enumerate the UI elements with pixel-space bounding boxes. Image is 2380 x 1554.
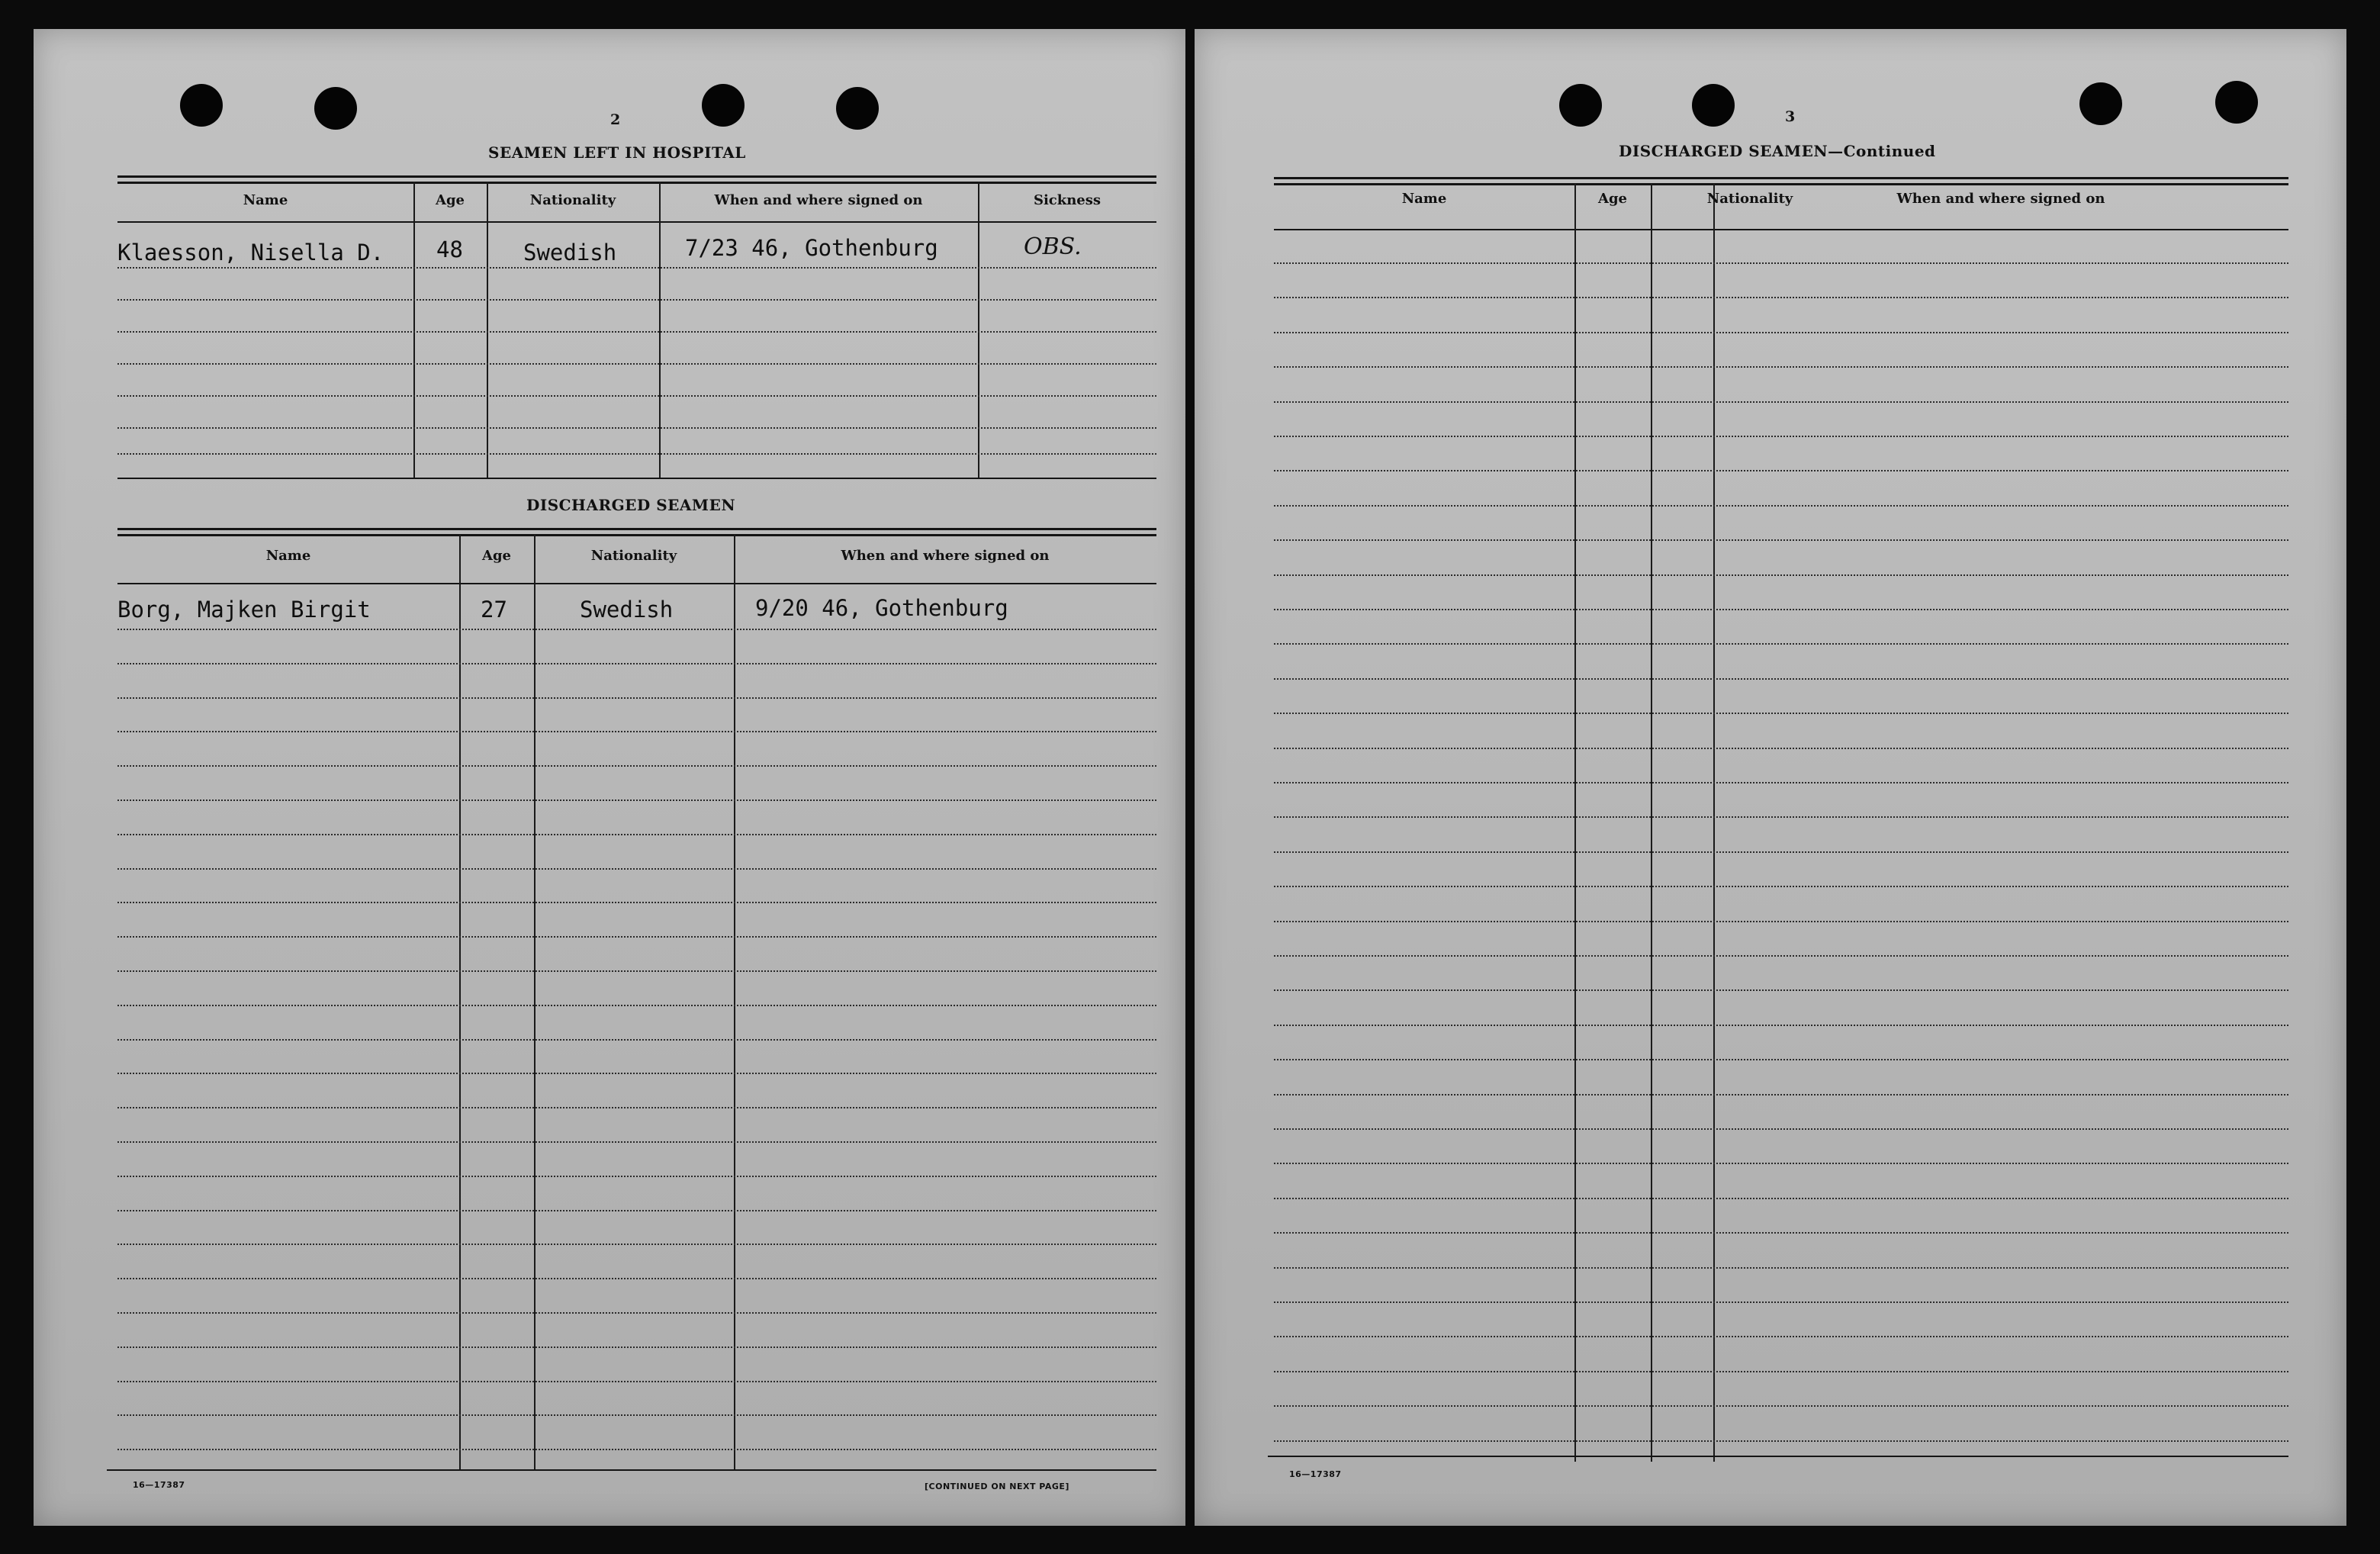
hospital-header-age: Age [435,192,465,208]
punch-hole [2079,82,2122,125]
form-line [117,629,1156,630]
form-line [1274,1301,2288,1303]
form-line [117,1312,1156,1314]
hospital-nationality: Swedish [523,240,617,265]
punch-hole [314,87,357,130]
form-line [1274,1371,2288,1372]
punch-hole [2215,81,2258,124]
form-line [117,902,1156,903]
form-line [1274,1440,2288,1442]
form-line [1274,401,2288,403]
form-line [1274,1025,2288,1026]
form-line [1274,1094,2288,1096]
form-line [117,1039,1156,1041]
form-line [1274,470,2288,471]
form-line [1274,816,2288,818]
form-line [1274,643,2288,645]
right-page [1195,29,2346,1526]
hospital-section-title: SEAMEN LEFT IN HOSPITAL [488,143,746,162]
form-line [1274,1267,2288,1269]
punch-hole [180,84,223,127]
hospital-header-sickness: Sickness [1033,192,1102,208]
form-line [117,868,1156,870]
hospital-age: 48 [436,236,463,262]
form-line [1274,1163,2288,1164]
form-line [1274,297,2288,298]
page-number: 3 [1785,108,1796,125]
form-line [1274,886,2288,887]
form-line [1274,851,2288,853]
form-line [1274,1128,2288,1130]
hospital-header-signed-on: When and where signed on [714,192,923,208]
form-line [1274,678,2288,680]
form-line [1274,955,2288,957]
form-line [117,1381,1156,1382]
form-line [117,765,1156,767]
form-line [1274,921,2288,922]
form-line [117,1346,1156,1348]
continued-note: [CONTINUED ON NEXT PAGE] [925,1482,1069,1491]
form-line [1274,539,2288,541]
form-line [1274,1059,2288,1060]
form-line [1274,332,2288,333]
punch-hole [702,84,745,127]
form-line [117,1278,1156,1279]
form-line [1274,748,2288,749]
discharged-header-signed-on: When and where signed on [841,548,1050,564]
discharged-age: 27 [481,597,507,623]
hospital-header-name: Name [243,192,288,208]
hospital-name: Klaesson, Nisella D. [117,240,384,265]
discharged-signed-on: 9/20 46, Gothenburg [755,595,1008,621]
form-line [1274,1336,2288,1337]
form-line [117,834,1156,835]
hospital-signed-on: 7/23 46, Gothenburg [685,235,938,261]
right-header-signed-on: When and where signed on [1896,191,2105,207]
discharged-section-title: DISCHARGED SEAMEN [526,496,736,514]
discharged-header-age: Age [481,548,511,564]
form-line [1274,1232,2288,1234]
form-line [1274,574,2288,576]
form-line [1274,262,2288,264]
form-line [117,970,1156,972]
right-header-name: Name [1401,191,1447,207]
form-line [117,663,1156,664]
form-line [117,1449,1156,1450]
form-line [117,697,1156,699]
form-line [1274,713,2288,714]
right-header-nationality: Nationality [1706,191,1793,207]
left-page [34,29,1185,1526]
form-line [117,731,1156,732]
discharged-header-name: Name [265,548,311,564]
discharged-nationality: Swedish [580,597,674,623]
right-header-age: Age [1597,191,1627,207]
form-line [1274,609,2288,610]
form-line [1274,1198,2288,1199]
form-line [117,1073,1156,1074]
hospital-header-nationality: Nationality [529,192,616,208]
page-number: 2 [610,111,621,128]
form-line [1274,436,2288,437]
form-line [117,1141,1156,1143]
right-section-title: DISCHARGED SEAMEN—Continued [1619,142,1936,160]
punch-hole [1559,84,1602,127]
form-line [117,1176,1156,1177]
punch-hole [1692,84,1735,127]
form-line [117,800,1156,801]
form-line [1274,366,2288,368]
form-line [1274,1405,2288,1407]
form-line [1274,989,2288,991]
form-line [117,1414,1156,1416]
discharged-header-nationality: Nationality [590,548,677,564]
form-line [117,1244,1156,1245]
hospital-sickness: OBS. [1024,233,1082,260]
discharged-name: Borg, Majken Birgit [117,597,371,623]
form-line [117,1107,1156,1108]
punch-hole [836,87,879,130]
form-number: 16—17387 [133,1480,185,1490]
form-line [117,1005,1156,1006]
form-line [1274,505,2288,507]
form-line [117,1210,1156,1211]
form-line [117,936,1156,938]
form-line [1274,782,2288,783]
form-number: 16—17387 [1289,1469,1342,1479]
